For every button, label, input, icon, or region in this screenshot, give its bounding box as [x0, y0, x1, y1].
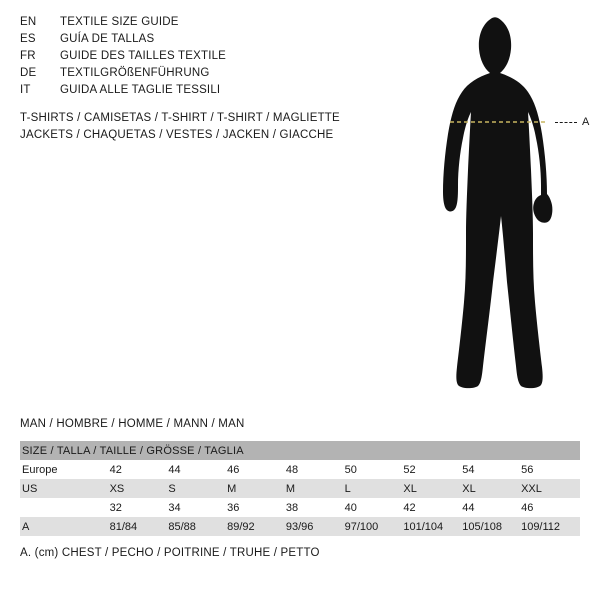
language-row-fr [20, 50, 400, 67]
cell-us-0: XS [110, 479, 169, 498]
language-code-fr: FR [20, 50, 36, 62]
cell-us-6: XL [462, 479, 521, 498]
row-label-a: A [20, 517, 110, 536]
cell-europe-5: 52 [403, 460, 462, 479]
cell-us-1: S [168, 479, 227, 498]
measure-label-a: A [582, 116, 590, 128]
cell-a-3: 93/96 [286, 517, 345, 536]
language-text-it: GUIDA ALLE TAGLIE TESSILI [60, 84, 221, 96]
cell-europe-6: 54 [462, 460, 521, 479]
cell-usnum-3: 38 [286, 498, 345, 517]
language-row-it [20, 84, 400, 101]
cell-a-1: 85/88 [168, 517, 227, 536]
row-label-us: US [20, 479, 110, 498]
cell-usnum-6: 44 [462, 498, 521, 517]
language-row-en [20, 16, 400, 33]
cell-usnum-0: 32 [110, 498, 169, 517]
size-table [20, 441, 580, 536]
language-code-de: DE [20, 67, 37, 79]
cell-a-6: 105/108 [462, 517, 521, 536]
row-label-europe: Europe [20, 460, 110, 479]
table-row [20, 460, 580, 479]
table-row [20, 498, 580, 517]
cell-europe-2: 46 [227, 460, 286, 479]
category-tshirts: T-SHIRTS / CAMISETAS / T-SHIRT / T-SHIRT / MAGLIETTE [20, 112, 340, 124]
garment-categories [20, 110, 440, 144]
language-text-es: GUÍA DE TALLAS [60, 33, 155, 45]
table-header-row [20, 441, 580, 460]
cell-usnum-2: 36 [227, 498, 286, 517]
chest-measure-line [400, 10, 600, 410]
cell-a-5: 101/104 [403, 517, 462, 536]
cell-us-2: M [227, 479, 286, 498]
table-group-title: MAN / HOMBRE / HOMME / MANN / MAN [20, 418, 245, 430]
cell-a-4: 97/100 [345, 517, 404, 536]
cell-europe-7: 56 [521, 460, 580, 479]
cell-europe-1: 44 [168, 460, 227, 479]
language-row-es [20, 33, 400, 50]
language-row-de [20, 67, 400, 84]
language-text-fr: GUIDE DES TAILLES TEXTILE [60, 50, 227, 62]
language-code-en: EN [20, 16, 37, 28]
language-code-it: IT [20, 84, 31, 96]
cell-us-4: L [345, 479, 404, 498]
measure-leader-line [555, 122, 577, 123]
language-code-es: ES [20, 33, 36, 45]
table-row [20, 517, 580, 536]
row-label-us-numeric [20, 498, 110, 517]
cell-usnum-5: 42 [403, 498, 462, 517]
figure-illustration [400, 10, 600, 410]
table-row [20, 479, 580, 498]
cell-a-7: 109/112 [521, 517, 580, 536]
cell-europe-0: 42 [110, 460, 169, 479]
cell-a-2: 89/92 [227, 517, 286, 536]
language-text-de: TEXTILGRÖßENFÜHRUNG [60, 67, 210, 79]
cell-us-5: XL [403, 479, 462, 498]
category-jackets: JACKETS / CHAQUETAS / VESTES / JACKEN / GIACCHE [20, 129, 334, 141]
cell-us-7: XXL [521, 479, 580, 498]
cell-europe-3: 48 [286, 460, 345, 479]
cell-a-0: 81/84 [110, 517, 169, 536]
cell-usnum-7: 46 [521, 498, 580, 517]
measurement-footnote: A. (cm) CHEST / PECHO / POITRINE / TRUHE / PETTO [20, 547, 320, 559]
language-header-block [20, 16, 400, 101]
language-text-en: TEXTILE SIZE GUIDE [60, 16, 179, 28]
cell-usnum-4: 40 [345, 498, 404, 517]
cell-us-3: M [286, 479, 345, 498]
cell-europe-4: 50 [345, 460, 404, 479]
cell-usnum-1: 34 [168, 498, 227, 517]
table-header-label: SIZE / TALLA / TAILLE / GRÖSSE / TAGLIA [20, 441, 580, 460]
